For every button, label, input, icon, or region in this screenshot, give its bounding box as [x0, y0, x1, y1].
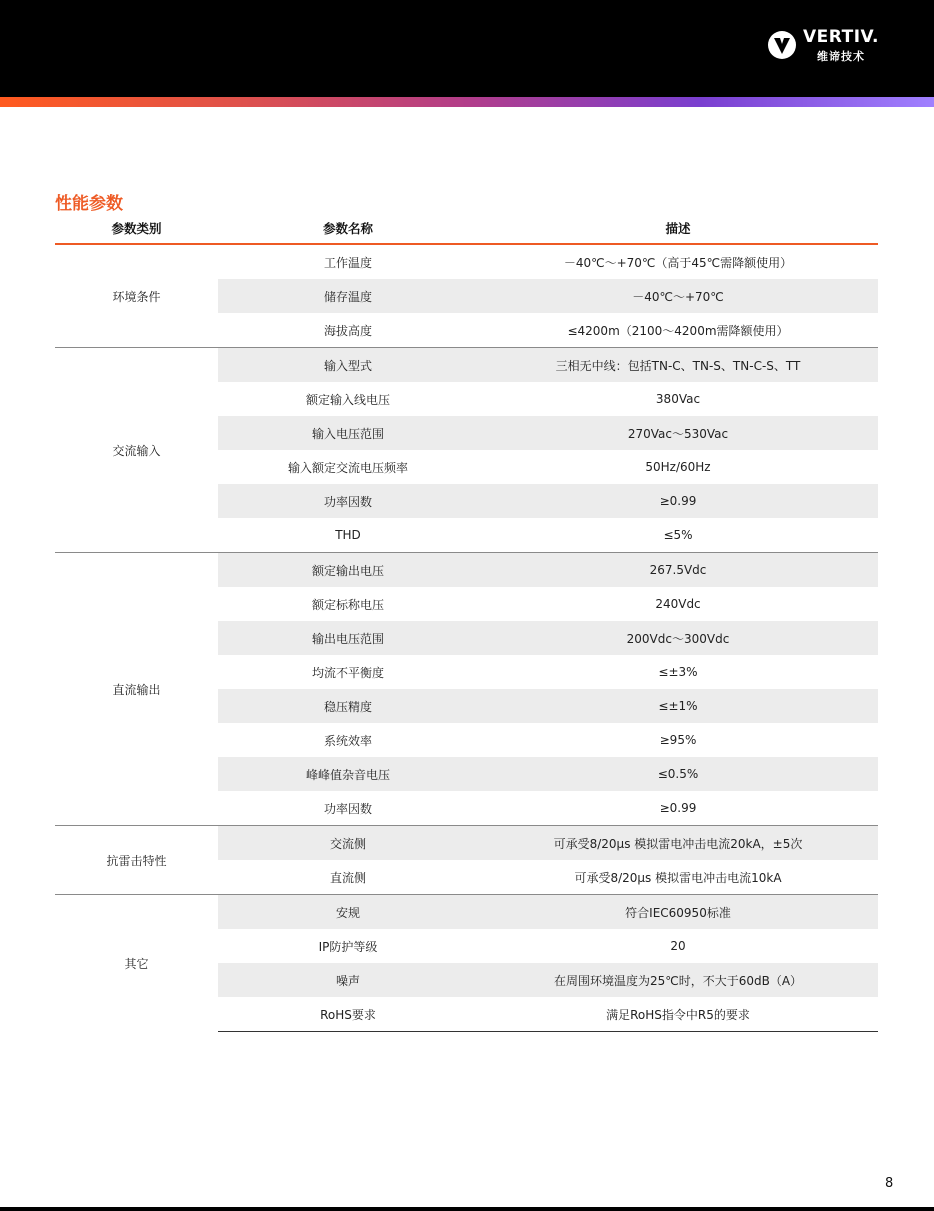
param-name-cell: 海拔高度 [323, 323, 372, 338]
category-cell: 环境条件 [55, 244, 218, 348]
param-desc-cell: 满足RoHS指令中R5的要求 [478, 997, 878, 1032]
param-desc-cell: ≥0.99 [478, 484, 878, 518]
param-name-cell: 噪声 [218, 963, 478, 997]
param-desc-cell: 20 [670, 939, 686, 953]
header-bar [0, 0, 934, 97]
section-title: 性能参数 [55, 194, 123, 214]
table-row [55, 826, 878, 861]
page-number: 8 [885, 1176, 894, 1191]
category-cell: 交流输入 [55, 348, 218, 553]
param-name-cell: 输入额定交流电压频率 [287, 460, 408, 475]
param-name-cell: THD [335, 528, 361, 542]
param-desc-cell: ≤±3% [658, 665, 698, 679]
param-desc-cell: 380Vac [655, 392, 701, 406]
header-category: 参数类别 [55, 213, 218, 244]
header-param-name: 参数名称 [218, 213, 478, 244]
footer-rule [0, 1207, 934, 1211]
param-desc-cell: 200Vdc～300Vdc [478, 621, 878, 655]
param-desc-cell: ≤±1% [478, 689, 878, 723]
param-desc-cell: 可承受8/20μs 模拟雷电冲击电流10kA [574, 870, 782, 885]
param-desc-cell: ≥0.99 [659, 801, 697, 815]
param-desc-cell: ≤0.5% [478, 757, 878, 791]
vertiv-logo-icon [767, 30, 797, 60]
param-desc-cell: 三相无中线：包括TN-C、TN-S、TN-C-S、TT [478, 348, 878, 383]
param-name-cell: 额定输入线电压 [305, 392, 390, 407]
param-name-cell: 输出电压范围 [218, 621, 478, 655]
param-name-cell: 工作温度 [323, 255, 372, 270]
param-name-cell: 储存温度 [218, 279, 478, 313]
table-row [55, 553, 878, 588]
table-row [55, 895, 878, 930]
param-desc-cell: ≥95% [659, 733, 697, 747]
gradient-divider [0, 97, 934, 107]
param-desc-cell: －40℃～+70℃ [478, 279, 878, 313]
param-name-cell: 直流侧 [329, 870, 366, 885]
param-desc-cell: ≤5% [663, 528, 693, 542]
param-name-cell: IP防护等级 [318, 939, 378, 954]
param-desc-cell: 可承受8/20μs 模拟雷电冲击电流20kA，±5次 [478, 826, 878, 861]
param-name-cell: 额定标称电压 [311, 597, 384, 612]
param-desc-cell: 267.5Vdc [478, 553, 878, 588]
param-desc-cell: 50Hz/60Hz [645, 460, 711, 474]
param-name-cell: 交流侧 [218, 826, 478, 861]
param-name-cell: 系统效率 [323, 733, 372, 748]
param-desc-cell: 240Vdc [655, 597, 701, 611]
table-row [55, 244, 878, 279]
param-name-cell: 输入电压范围 [218, 416, 478, 450]
param-name-cell: 安规 [218, 895, 478, 930]
param-desc-cell: 符合IEC60950标准 [478, 895, 878, 930]
category-cell: 抗雷击特性 [55, 826, 218, 895]
brand-name: VERTIV. [803, 27, 879, 47]
param-name-cell: 输入型式 [218, 348, 478, 383]
category-cell: 直流输出 [55, 553, 218, 826]
param-name-cell: 功率因数 [218, 484, 478, 518]
param-desc-cell: －40℃～+70℃（高于45℃需降额使用） [563, 255, 793, 270]
category-cell: 其它 [55, 895, 218, 1032]
param-desc-cell: 在周围环境温度为25℃时，不大于60dB（A） [478, 963, 878, 997]
param-name-cell: 峰峰值杂音电压 [218, 757, 478, 791]
brand-name-cn: 维谛技术 [817, 50, 865, 63]
param-name-cell: 额定输出电压 [218, 553, 478, 588]
param-desc-cell: ≤4200m（2100～4200m需降额使用） [567, 323, 789, 338]
param-name-cell: RoHS要求 [218, 997, 478, 1032]
param-desc-cell: 270Vac～530Vac [478, 416, 878, 450]
table-header-row [55, 213, 878, 244]
param-name-cell: 均流不平衡度 [311, 665, 384, 680]
table-row [55, 348, 878, 383]
vertiv-logo [767, 28, 887, 64]
param-name-cell: 稳压精度 [218, 689, 478, 723]
param-name-cell: 功率因数 [323, 801, 372, 816]
performance-params-table [55, 213, 878, 1032]
header-description: 描述 [478, 213, 878, 244]
